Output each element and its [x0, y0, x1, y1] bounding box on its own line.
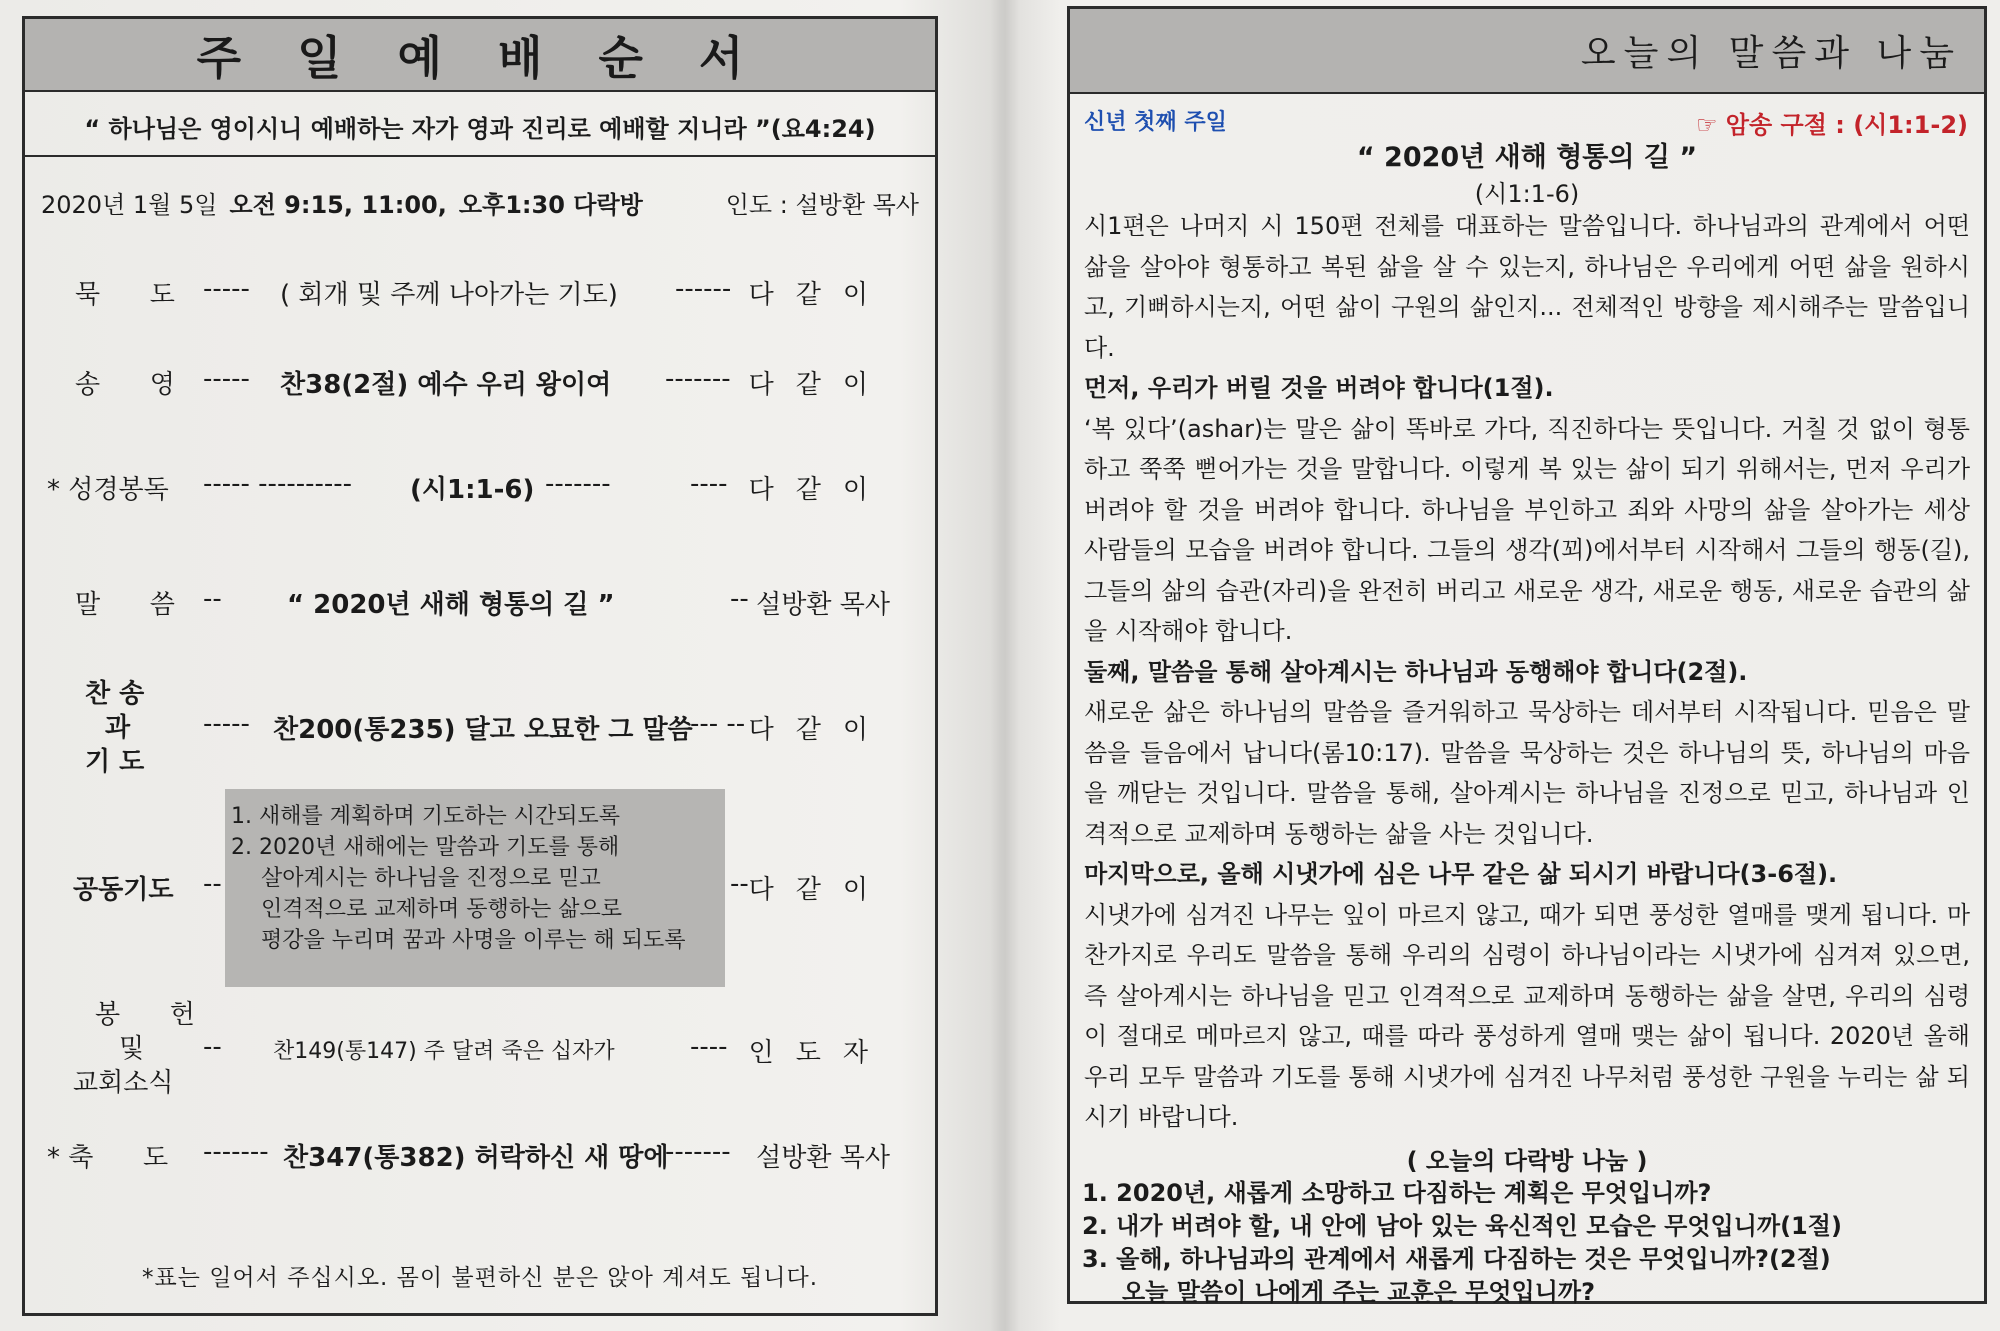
- question-item: 오늘 말씀이 나에게 주는 교훈은 무엇입니까?: [1122, 1278, 1596, 1306]
- item-leader: 인도자: [748, 1038, 890, 1068]
- sermon-point-heading: 둘째, 말씀을 통해 살아계시는 하나님과 동행해야 합니다(2절).: [1084, 657, 1748, 686]
- item-label: 말 씀: [75, 590, 175, 620]
- question-item: 3. 올해, 하나님과의 관계에서 새롭게 다짐하는 것은 무엇입니까?(2절): [1082, 1245, 1831, 1273]
- service-times: 오전 9:15, 11:00,: [229, 191, 447, 219]
- officiant: 인도 : 설방환 목사: [725, 191, 919, 219]
- leader-dashes: --: [730, 584, 749, 614]
- standing-note: *표는 일어서 주십시오. 몸이 불편하신 분은 앉아 계셔도 됩니다.: [141, 1265, 819, 1291]
- prayer-line: 1. 새해를 계획하며 기도하는 시간되도록: [231, 804, 620, 829]
- memory-verse: ☞ 암송 구절 : (시1:1-2): [1695, 111, 1968, 139]
- item-description: 찬347(통382) 허락하신 새 땅에: [283, 1143, 669, 1173]
- leader-dashes: --: [203, 869, 222, 899]
- leader-dashes: --: [730, 869, 749, 899]
- item-description: (시1:1-6): [410, 475, 535, 505]
- item-leader: 다같이: [748, 370, 890, 400]
- item-label: * 성경봉독: [47, 475, 169, 505]
- item-label-line2: 및: [119, 1034, 145, 1064]
- item-label: 송 영: [75, 370, 175, 400]
- service-date: 2020년 1월 5일: [41, 191, 218, 219]
- item-label-line3: 교회소식: [73, 1068, 174, 1098]
- discussion-questions: [1082, 1177, 1972, 1309]
- leader-dashes: -------: [203, 1137, 269, 1167]
- fold-crease: [990, 0, 1020, 1331]
- leader-dashes: ----: [690, 1032, 728, 1062]
- item-offering-and-news: [25, 994, 935, 1104]
- leader-dashes: --- --: [690, 709, 746, 739]
- item-leader: 다같이: [748, 875, 890, 905]
- leader-dashes: -----: [203, 709, 250, 739]
- sermon-point-heading: 마지막으로, 올해 시냇가에 심은 나무 같은 삶 되시기 바랍니다(3-6절).: [1084, 860, 1838, 888]
- sermon-point-heading: 먼저, 우리가 버릴 것을 버려야 합니다(1절).: [1084, 374, 1554, 402]
- leader-dashes: -----: [203, 274, 250, 304]
- item-hymn-and-prayer: [25, 673, 935, 783]
- item-description: 찬38(2절) 예수 우리 왕이여: [280, 370, 612, 400]
- item-description: 찬200(통235) 달고 오묘한 그 말씀: [273, 715, 693, 745]
- leader-dashes: ------: [675, 274, 732, 304]
- common-prayer-box: [225, 789, 725, 987]
- leader-dashes: -----: [203, 364, 250, 394]
- leader-dashes: -------: [665, 1137, 731, 1167]
- leader-dashes: ----- ----------: [203, 469, 352, 499]
- service-info: [41, 185, 919, 220]
- question-item: 1. 2020년, 새롭게 소망하고 다짐하는 계획은 무엇입니까?: [1082, 1179, 1712, 1207]
- sermon-panel: [1067, 6, 1987, 1304]
- sermon-paragraph: 새로운 삶은 하나님의 말씀을 즐거워하고 묵상하는 데서부터 시작됩니다. 믿음은 말씀을 들음에서 납니다(롬10:17). 말씀을 묵상하는 것은 하나님의 뜻, 하나님의 마음을 깨닫는 것입니다. 말씀을 통해, 살아계시는 하나님을 진정으로 믿고, 하나님과 인격적으로 교제하며 동행하는 삶을 사는 것입니다.: [1084, 698, 1970, 848]
- item-label: 공동기도: [73, 875, 174, 905]
- item-description: 찬149(통147) 주 달려 죽은 십자가: [273, 1039, 615, 1064]
- divider: [25, 155, 935, 157]
- prayer-line: 2. 2020년 새해에는 말씀과 기도를 통해: [231, 835, 620, 860]
- sermon-panel-title: 오늘의 말씀과 나눔: [1070, 9, 1984, 94]
- item-description: “ 2020년 새해 형통의 길 ”: [287, 590, 615, 620]
- item-leader: 다같이: [748, 475, 890, 505]
- item-label: 묵 도: [75, 280, 175, 310]
- sermon-paragraph: 시1편은 나머지 시 150편 전체를 대표하는 말씀입니다. 하나님과의 관계에서 어떤 삶을 살아야 형통하고 복된 삶을 살 수 있는지, 하나님은 우리에게 어떤 삶을 원하시고, 기뻐하시는지, 어떤 삶이 구원의 삶인지... 전체적인 방향을 제시해주는 말씀입니다.: [1084, 212, 1970, 362]
- sermon-body: [1084, 206, 1970, 1138]
- sermon-paragraph: ‘복 있다’(ashar)는 말은 삶이 똑바로 가다, 직진하다는 뜻입니다. 거칠 것 없이 형통하고 쭉쭉 뻗어가는 것을 말합니다. 이렇게 복 있는 삶이 되기 위해서는, 먼저 우리가 버려야 할 것을 버려야 합니다. 하나님을 부인하고 죄와 사망의 삶을 살아가는 세상 사람들의 모습을 버려야 합니다. 그들의 생각(꾀)에서부터 시작해서 그들의 행동(길), 그들의 삶의 습관(자리)을 완전히 버리고 새로운 생각, 새로운 행동, 새로운 습관의 삶을 시작해야 합니다.: [1084, 414, 1970, 645]
- item-leader: 다같이: [748, 280, 890, 310]
- item-label-line1: 봉 헌: [95, 1000, 195, 1030]
- sermon-title: “ 2020년 새해 형통의 길 ”: [1356, 142, 1698, 173]
- discussion-title: ( 오늘의 다락방 나눔 ): [1406, 1147, 1648, 1175]
- leader-dashes: --: [203, 1032, 222, 1062]
- question-item: 2. 내가 버려야 할, 내 안에 남아 있는 육신적인 모습은 무엇입니까(1절): [1082, 1212, 1842, 1240]
- leader-dashes: -------: [545, 469, 611, 499]
- week-badge: 신년 첫째 주일: [1084, 110, 1227, 135]
- item-leader: 설방환 목사: [756, 590, 890, 620]
- item-leader: 설방환 목사: [756, 1143, 890, 1173]
- worship-order-title: 주 일 예 배 순 서: [25, 19, 935, 92]
- leader-dashes: -------: [665, 364, 731, 394]
- prayer-line: 평강을 누리며 꿈과 사명을 이루는 해 되도록: [261, 928, 686, 953]
- item-label: * 축 도: [47, 1143, 169, 1173]
- item-label-line1: 찬 송: [85, 679, 145, 709]
- leader-dashes: --: [203, 584, 222, 614]
- leader-dashes: ----: [690, 469, 728, 499]
- sermon-paragraph: 시냇가에 심겨진 나무는 잎이 마르지 않고, 때가 되면 풍성한 열매를 맺게 됩니다. 마찬가지로 우리도 말씀을 통해 우리의 심령이 하나님이라는 시냇가에 심겨져 있으면, 즉 살아계시는 하나님을 믿고 인격적으로 교제하며 동행하는 삶을 살면, 우리의 심령이 절대로 메마르지 않고, 때를 따라 풍성하게 열매 맺는 삶이 됩니다. 2020년 올해 우리 모두 말씀과 기도를 통해 시냇가에 심겨진 나무처럼 풍성한 구원을 누리는 삶 되시기 바랍니다.: [1084, 900, 1970, 1131]
- theme-verse: “ 하나님은 영이시니 예배하는 자가 영과 진리로 예배할 지니라 ”(요4:24): [84, 115, 876, 143]
- prayer-line: 인격적으로 교제하며 동행하는 삶으로: [261, 897, 623, 922]
- afternoon-service: 오후1:30 다락방: [458, 191, 643, 219]
- item-leader: 다같이: [748, 715, 890, 745]
- prayer-line: 살아계시는 하나님을 진정으로 믿고: [261, 866, 601, 891]
- item-label-line2: 과: [105, 713, 131, 743]
- item-label-line3: 기 도: [85, 747, 145, 777]
- item-description: ( 회개 및 주께 나아가는 기도): [280, 280, 618, 310]
- order-of-worship-panel: [22, 16, 938, 1316]
- sermon-reference: (시1:1-6): [1474, 180, 1580, 208]
